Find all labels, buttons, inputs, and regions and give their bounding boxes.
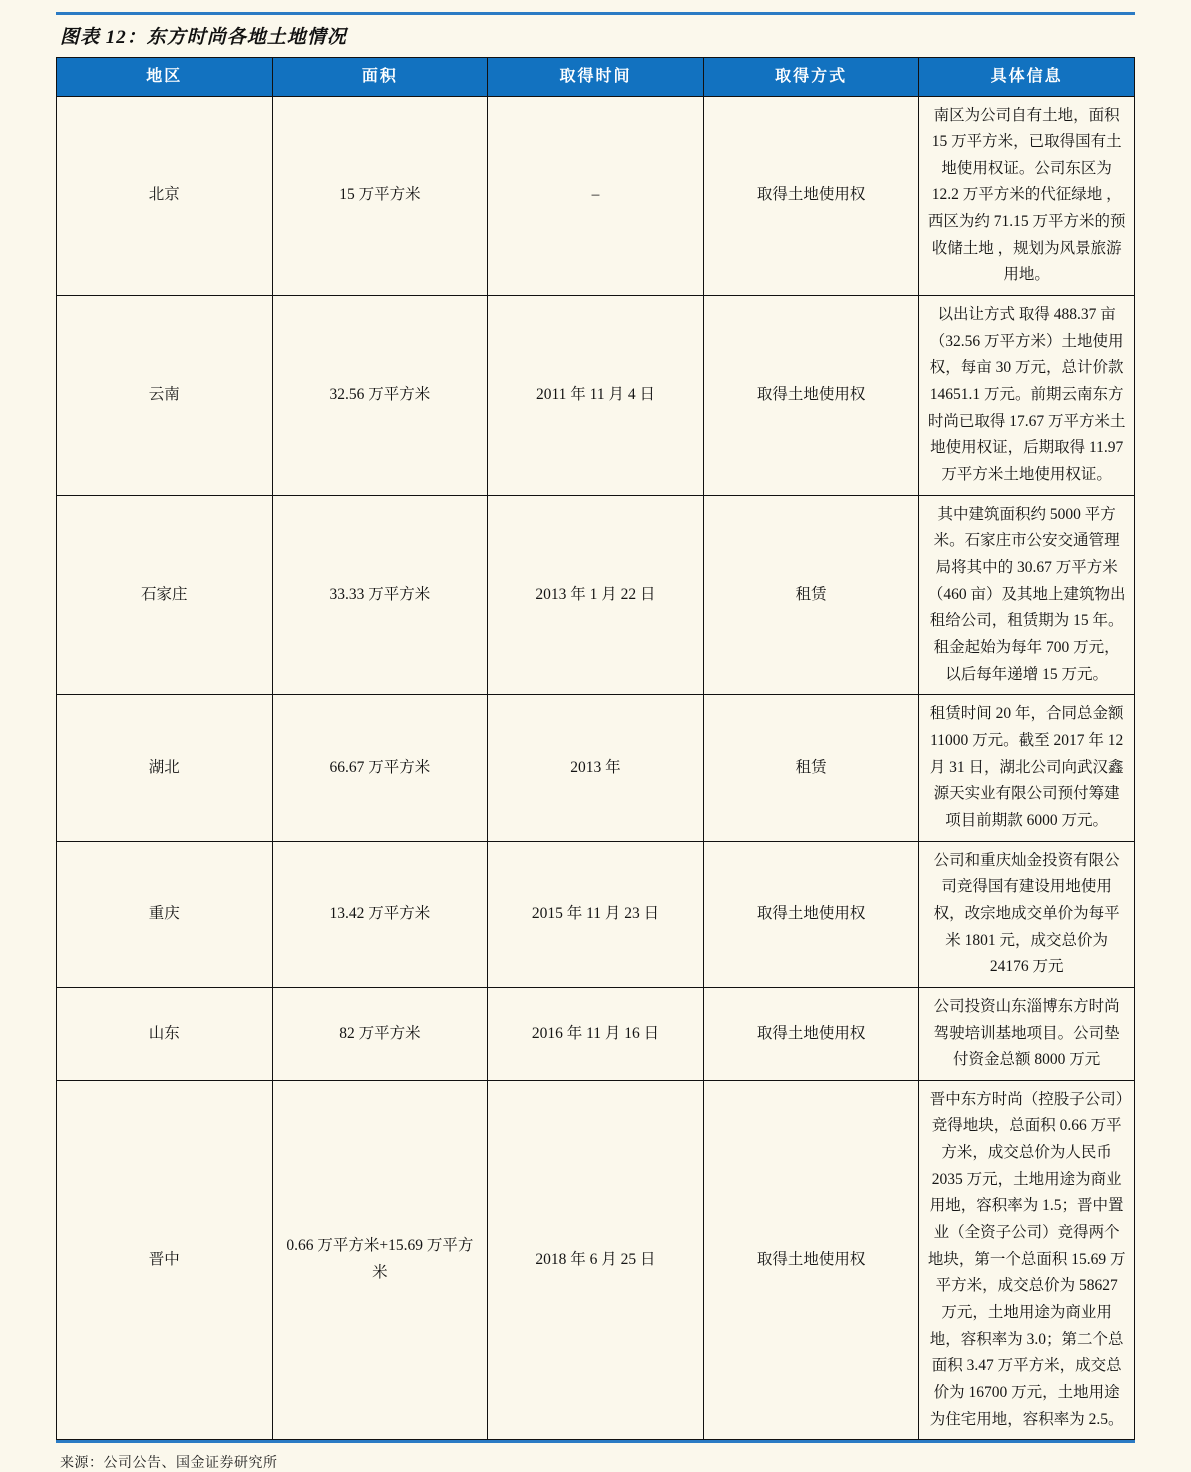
cell-date: 2013 年 xyxy=(488,695,704,841)
cell-detail: 南区为公司自有土地，面积 15 万平方米，已取得国有土地使用权证。公司东区为 12.2 万平方米的代征绿地 ，西区为约 71.15 万平方米的预收储土地 ，规划为风景旅游用地。 xyxy=(919,96,1135,296)
cell-detail: 以出让方式 取得 488.37 亩（32.56 万平方米）土地使用权，每亩 30 万元，总计价款 14651.1 万元。前期云南东方时尚已取得 17.67 万平方米土地使用权证，后期取得 11.97 万平方米土地使用权证。 xyxy=(919,296,1135,496)
figure-title: 图表 12：东方时尚各地土地情况 xyxy=(60,27,347,48)
cell-method: 租赁 xyxy=(703,695,919,841)
cell-area: 66.67 万平方米 xyxy=(272,695,488,841)
table-body xyxy=(57,96,1135,1440)
table-header-row xyxy=(57,58,1135,97)
table-row xyxy=(57,987,1135,1080)
figure-source: 来源：公司公告、国金证券研究所 xyxy=(60,1456,278,1472)
table-row xyxy=(57,495,1135,695)
cell-region: 山东 xyxy=(57,987,273,1080)
cell-detail: 其中建筑面积约 5000 平方米。石家庄市公安交通管理局将其中的 30.67 万平方米（460 亩）及其地上建筑物出租给公司，租赁期为 15 年。租金起始为每年 700 万元，以后每年递增 15 万元。 xyxy=(919,495,1135,695)
cell-detail: 租赁时间 20 年，合同总金额 11000 万元。截至 2017 年 12 月 31 日，湖北公司向武汉鑫源天实业有限公司预付筹建项目前期款 6000 万元。 xyxy=(919,695,1135,841)
cell-region: 北京 xyxy=(57,96,273,296)
column-header-date: 取得时间 xyxy=(488,58,704,97)
cell-date: 2018 年 6 月 25 日 xyxy=(488,1080,704,1440)
cell-detail: 公司和重庆灿金投资有限公司竞得国有建设用地使用权，改宗地成交单价为每平米 1801 元，成交总价为 24176 万元 xyxy=(919,841,1135,987)
table-row xyxy=(57,296,1135,496)
cell-method: 取得土地使用权 xyxy=(703,1080,919,1440)
cell-method: 取得土地使用权 xyxy=(703,841,919,987)
column-header-region: 地区 xyxy=(57,58,273,97)
cell-area: 82 万平方米 xyxy=(272,987,488,1080)
cell-region: 石家庄 xyxy=(57,495,273,695)
cell-date: 2011 年 11 月 4 日 xyxy=(488,296,704,496)
cell-area: 33.33 万平方米 xyxy=(272,495,488,695)
cell-region: 重庆 xyxy=(57,841,273,987)
cell-area: 13.42 万平方米 xyxy=(272,841,488,987)
cell-area: 32.56 万平方米 xyxy=(272,296,488,496)
column-header-method: 取得方式 xyxy=(703,58,919,97)
cell-region: 晋中 xyxy=(57,1080,273,1440)
table-header xyxy=(57,58,1135,97)
cell-date: 2013 年 1 月 22 日 xyxy=(488,495,704,695)
cell-method: 租赁 xyxy=(703,495,919,695)
cell-area: 15 万平方米 xyxy=(272,96,488,296)
table-row xyxy=(57,695,1135,841)
land-holdings-table xyxy=(56,57,1135,1440)
column-header-detail: 具体信息 xyxy=(919,58,1135,97)
cell-detail: 公司投资山东淄博东方时尚驾驶培训基地项目。公司垫付资金总额 8000 万元 xyxy=(919,987,1135,1080)
cell-region: 云南 xyxy=(57,296,273,496)
cell-method: 取得土地使用权 xyxy=(703,96,919,296)
cell-date: 2016 年 11 月 16 日 xyxy=(488,987,704,1080)
figure-page xyxy=(0,12,1191,1472)
table-row xyxy=(57,841,1135,987)
cell-region: 湖北 xyxy=(57,695,273,841)
cell-detail: 晋中东方时尚（控股子公司）竞得地块，总面积 0.66 万平方米，成交总价为人民币 2035 万元，土地用途为商业用地，容积率为 1.5；晋中置业（全资子公司）竞得两个地块，第一个总面积 15.69 万平方米，成交总价为 58627 万元，土地用途为商业用地，容积率为 3.0；第二个总面积 3.47 万平方米，成交总价为 16700 万元，土地用途为住宅用地，容积率为 2.5。 xyxy=(919,1080,1135,1440)
cell-method: 取得土地使用权 xyxy=(703,296,919,496)
cell-date: 2015 年 11 月 23 日 xyxy=(488,841,704,987)
cell-date: – xyxy=(488,96,704,296)
table-row xyxy=(57,96,1135,296)
table-row xyxy=(57,1080,1135,1440)
column-header-area: 面积 xyxy=(272,58,488,97)
cell-area: 0.66 万平方米+15.69 万平方米 xyxy=(272,1080,488,1440)
cell-method: 取得土地使用权 xyxy=(703,987,919,1080)
